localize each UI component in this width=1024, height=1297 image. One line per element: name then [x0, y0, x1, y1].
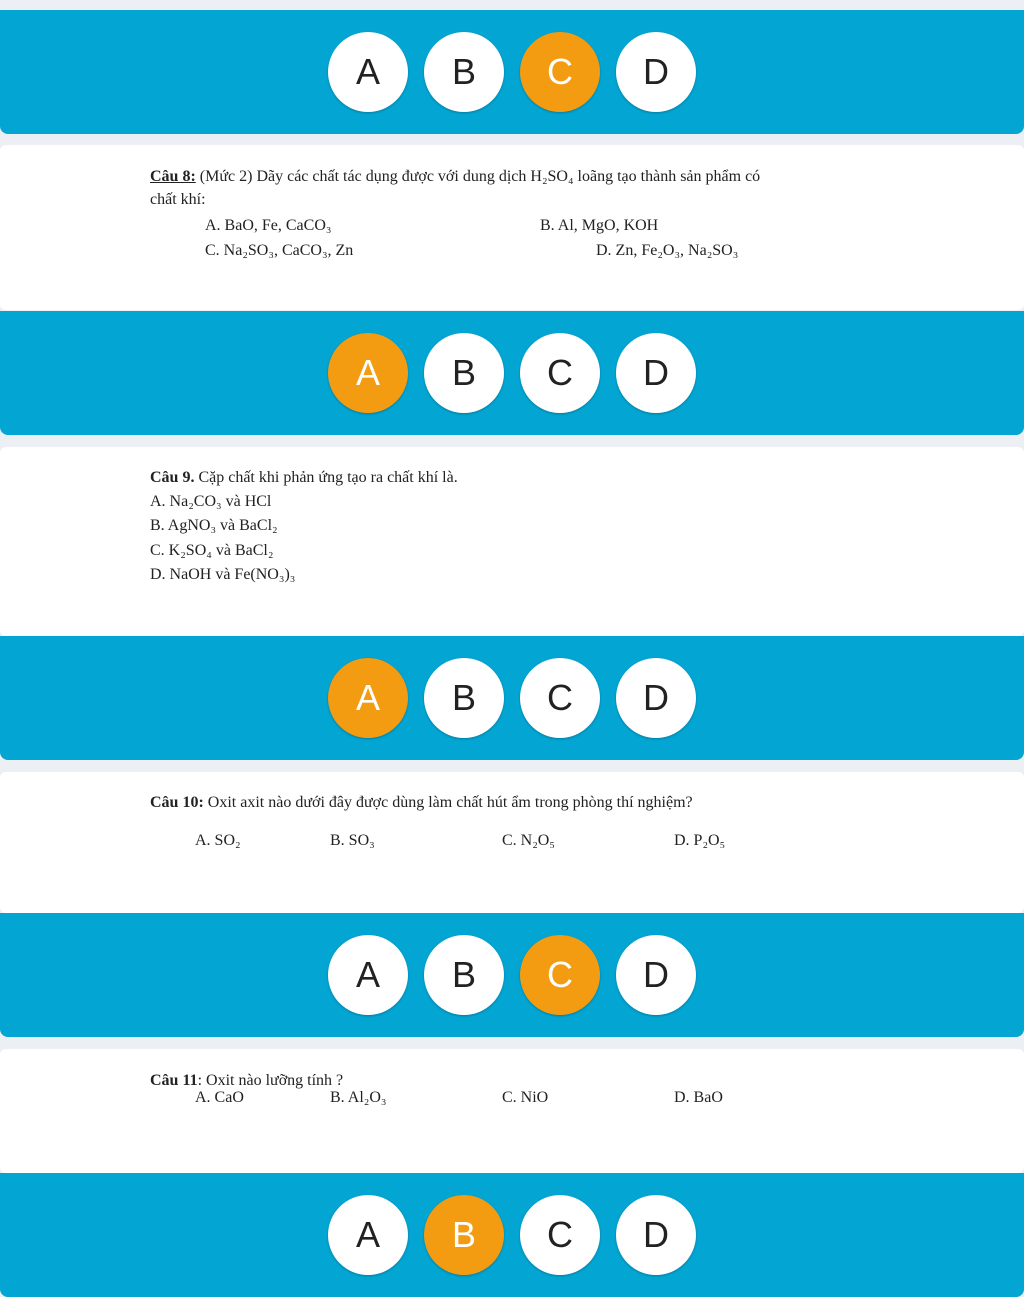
option-row: [0, 1195, 1024, 1275]
answer-strip-3: [0, 636, 1024, 760]
question-label: Câu 11: [150, 1072, 198, 1089]
answer-strip-1: [0, 10, 1024, 134]
option-b-button[interactable]: B: [424, 32, 504, 112]
option-d-button[interactable]: D: [616, 935, 696, 1015]
option-c-button[interactable]: C: [520, 1195, 600, 1275]
option-b-button[interactable]: B: [424, 1195, 504, 1275]
answer-strip-5: [0, 1173, 1024, 1297]
answer-d: D. P₂O₅: [674, 832, 726, 849]
question-card-11: [0, 1049, 1024, 1173]
answer-b: B. Al, MgO, KOH: [540, 217, 659, 234]
option-c-button[interactable]: C: [520, 32, 600, 112]
answer-d: D. Zn, Fe₂O₃, Na₂SO₃: [596, 242, 739, 259]
question-card-10: [0, 772, 1024, 913]
option-a-button[interactable]: A: [328, 658, 408, 738]
answer-strip-4: [0, 913, 1024, 1037]
question-label: Câu 10:: [150, 794, 204, 811]
question-text: (Mức 2) Dãy các chất tác dụng được với dung dịch H₂SO₄ loãng tạo thành sản phẩm có: [195, 168, 761, 185]
option-c-button[interactable]: C: [520, 658, 600, 738]
answer-b: B. Al₂O₃: [330, 1089, 387, 1106]
answer-c: C. N₂O₅: [502, 832, 555, 849]
question-title: [150, 468, 890, 488]
answer-a: A. BaO, Fe, CaCO₃: [205, 217, 332, 234]
option-d-button[interactable]: D: [616, 32, 696, 112]
answer-c: C. Na₂SO₃, CaCO₃, Zn: [205, 242, 354, 259]
question-label: Câu 8:: [150, 168, 196, 185]
answer-d: D. NaOH và Fe(NO₃)₃: [150, 566, 296, 583]
option-d-button[interactable]: D: [616, 658, 696, 738]
question-text-continued: chất khí:: [150, 191, 206, 208]
option-row: [0, 333, 1024, 413]
answer-a: A. CaO: [195, 1089, 244, 1106]
option-c-button[interactable]: C: [520, 935, 600, 1015]
question-title: [150, 793, 890, 813]
option-c-button[interactable]: C: [520, 333, 600, 413]
answer-d: D. BaO: [674, 1089, 723, 1106]
question-label: Câu 9.: [150, 469, 195, 486]
option-a-button[interactable]: A: [328, 1195, 408, 1275]
question-text: : Oxit nào lưỡng tính ?: [197, 1072, 344, 1089]
option-d-button[interactable]: D: [616, 1195, 696, 1275]
option-row: [0, 32, 1024, 112]
question-card-8: [0, 145, 1024, 310]
answer-a: A. Na₂CO₃ và HCl: [150, 493, 272, 510]
question-text: Oxit axit nào dưới đây được dùng làm chất hút ẩm trong phòng thí nghiệm?: [203, 794, 693, 811]
question-title: [150, 167, 890, 187]
answer-b: B. AgNO₃ và BaCl₂: [150, 517, 278, 534]
option-a-button[interactable]: A: [328, 935, 408, 1015]
question-text: Cặp chất khi phản ứng tạo ra chất khí là.: [194, 469, 458, 486]
option-b-button[interactable]: B: [424, 935, 504, 1015]
question-card-9: [0, 447, 1024, 636]
option-b-button[interactable]: B: [424, 333, 504, 413]
option-d-button[interactable]: D: [616, 333, 696, 413]
answer-c: C. K₂SO₄ và BaCl₂: [150, 542, 274, 559]
option-b-button[interactable]: B: [424, 658, 504, 738]
option-a-button[interactable]: A: [328, 32, 408, 112]
answer-strip-2: [0, 311, 1024, 435]
answer-b: B. SO₃: [330, 832, 375, 849]
option-a-button[interactable]: A: [328, 333, 408, 413]
question-title: [150, 1071, 890, 1091]
option-row: [0, 658, 1024, 738]
answer-c: C. NiO: [502, 1089, 549, 1106]
option-row: [0, 935, 1024, 1015]
answer-a: A. SO₂: [195, 832, 241, 849]
